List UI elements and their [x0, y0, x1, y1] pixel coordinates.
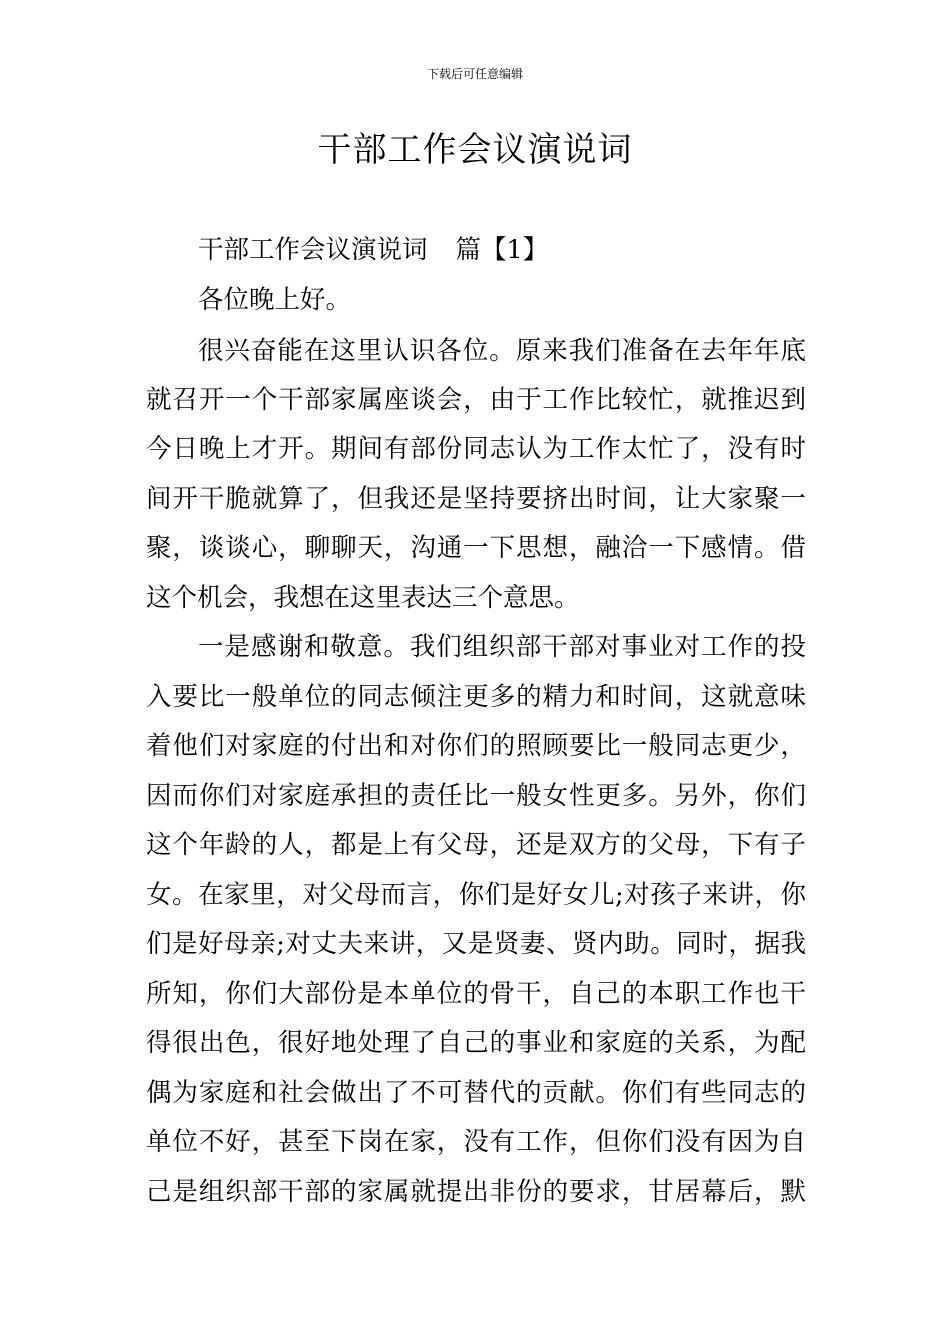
paragraph-line: 单位不好，甚至下岗在家，没有工作，但你们没有因为自 — [146, 1127, 806, 1157]
paragraph-line: 着他们对家庭的付出和对你们的照顾要比一般同志更少， — [146, 731, 806, 761]
paragraph-line: 们是好母亲;对丈夫来讲，又是贤妻、贤内助。同时，据我 — [146, 929, 806, 959]
paragraph-line: 入要比一般单位的同志倾注更多的精力和时间，这就意味 — [146, 682, 806, 712]
paragraph-line: 很兴奋能在这里认识各位。原来我们准备在去年年底 — [198, 336, 806, 366]
section-heading-text: 干部工作会议演说词 — [198, 235, 428, 265]
paragraph-line: 女。在家里，对父母而言，你们是好女儿;对孩子来讲，你 — [146, 880, 806, 910]
paragraph-line: 一是感谢和敬意。我们组织部干部对事业对工作的投 — [198, 632, 806, 662]
paragraph-line: 偶为家庭和社会做出了不可替代的贡献。你们有些同志的 — [146, 1078, 806, 1108]
paragraph-line: 得很出色，很好地处理了自己的事业和家庭的关系，为配 — [146, 1028, 806, 1058]
paragraph-line: 己是组织部干部的家属就提出非份的要求，甘居幕后，默 — [146, 1177, 806, 1207]
paragraph-line: 这个年龄的人，都是上有父母，还是双方的父母，下有子 — [146, 830, 806, 860]
paragraph-line: 各位晚上好。 — [198, 285, 352, 315]
header-note: 下载后可任意编辑 — [426, 67, 523, 81]
paragraph-line: 因而你们对家庭承担的责任比一般女性更多。另外，你们 — [146, 781, 806, 811]
paragraph-line: 间开干脆就算了，但我还是坚持要挤出时间，让大家聚一 — [146, 484, 806, 514]
paragraph-line: 就召开一个干部家属座谈会，由于工作比较忙，就推迟到 — [146, 385, 806, 415]
document-title: 干部工作会议演说词 — [317, 130, 633, 170]
section-heading — [198, 225, 548, 275]
paragraph-line: 聚，谈谈心，聊聊天，沟通一下思想，融洽一下感情。借 — [146, 533, 806, 563]
section-heading-part: 篇【1】 — [455, 235, 549, 265]
paragraph-line: 所知，你们大部份是本单位的骨干，自己的本职工作也干 — [146, 979, 806, 1009]
paragraph-line: 这个机会，我想在这里表达三个意思。 — [146, 583, 580, 613]
paragraph-line: 今日晚上才开。期间有部份同志认为工作太忙了，没有时 — [146, 434, 806, 464]
